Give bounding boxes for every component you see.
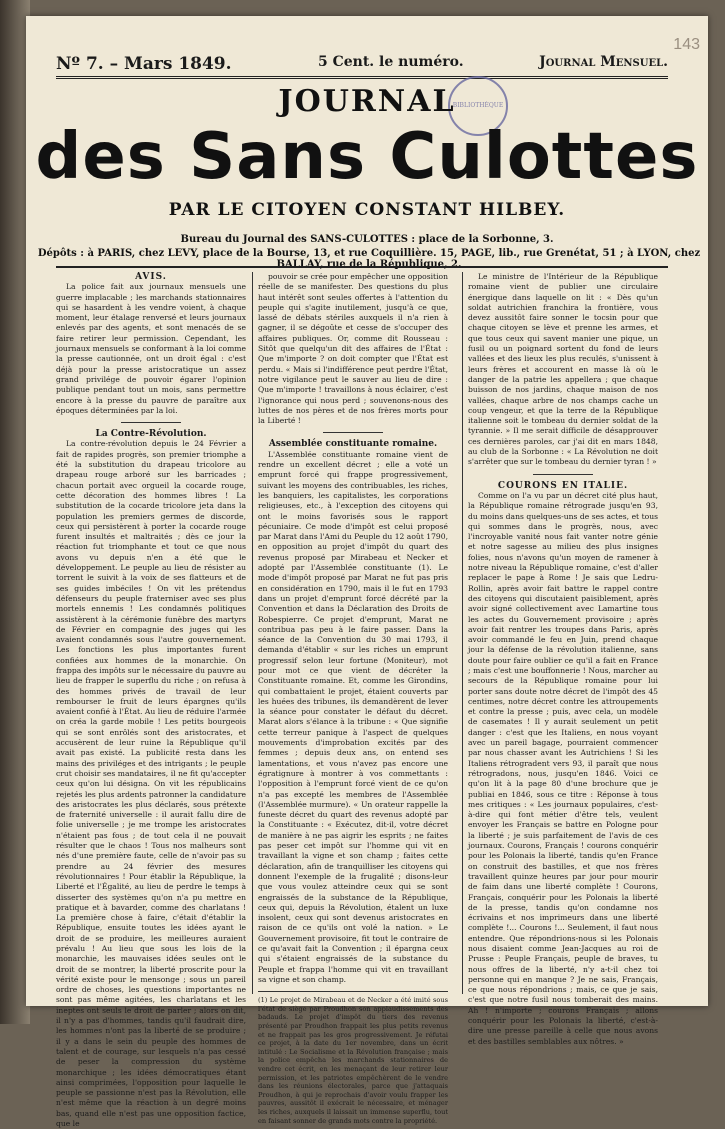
avis-text: La police fait aux journaux mensuels une guerre implacable ; les marchands stationnaires qui se hasardent à les vendre voient, à chaque moment, leur étalage renversé et leurs journaux enlevés par des agents, et sont menacés de se faire retirer leur permission. Cependant, les journaux mensuels se conformant à la loi comme la presse cautionnée, ont un droit égal : c'est déjà pour la presse aristocratique un assez grand privilége de pouvoir égarer l'opinion publique pendant tout un mois, sans permettre encore à la presse du pauvre de paraître aux époques déterminées par la loi. bbox=[56, 282, 246, 415]
header-bar bbox=[56, 54, 668, 79]
column-3 bbox=[468, 272, 658, 1047]
italie-text: Comme on l'a vu par un décret cité plus haut, la République romaine rétrograde jusqu'en 93, du moins dans quelques-uns de ses actes, et tous qui sommes dans le progrès, nous, avec l'incroyable vanité nous fait vanter notre génie et notre sagesse au milieu des plus insignes folies, nous n'avons qu'un moyen de ramener à notre niveau la République romaine, c'est d'aller replacer le pape à Rome ! Je sais que Ledru-Rollin, après avoir fait battre le rappel contre des citoyens qui discutaient paisiblement, après avoir signé collectivement avec Lamartine tous les actes du Gouvernement provisoire ; après avoir fait rentrer les troupes dans Paris, après avoir commandé le feu en Juin, prend chaque jour la défense de la révolution italienne, sans doute pour faire oublier ce qu'il a fait en France ; mais c'est une bouffonnerie ! Nous, marcher au secours de la République romaine pour lui porter sans doute notre décret de l'impôt des 45 centimes, notre décret contre les attroupements et contre la presse ; puis, avec cela, un modèle de casemates ! Il y aurait seulement un petit danger : c'est que les Italiens, en nous voyant avec un pareil bagage, pourraient commencer par nous chasser avant les Autrichiens ! Si les Italiens rétrogradent vers 93, il paraît que nous rétrogradons, nous, jusqu'en 1846. Voici ce qu'on lit à la page 80 d'une brochure que je publiai en 1846, sous ce titre : Réponse à tous mes critiques : « Les journaux populaires, c'est-à-dire qui font métier d'être tels, veulent envoyer les Français se battre en Pologne pour la liberté ; je suis parfaitement de l'avis de ces journaux. Courons, Français ! courons conquérir pour les Polonais la liberté, tandis qu'en France on construit des bastilles, et que nos frères travaillent quinze heures par jour pour mourir de faim dans une liberté complète ! Courons, Français, conquérir pour les Polonais la liberté de la presse, tandis qu'on condamne nos écrivains et nos imprimeurs dans une liberté complète !... Courons !... Seulement, il faut nous entendre. Que répondrions-nous si les Polonais nous disaient comme Jean-Jacques au roi de Prusse : Peuple Français, peuple de braves, tu nous offres de la liberté, n'y a-t-il chez toi personne qui en manque ? Je ne sais, Français, ce que nous répondrions ; mais, ce que je sais, c'est que notre fusil nous tomberait des mains. Ah ! n'importe ; courons Français ; allons conquérir pour les Polonais la liberté, c'est-à-dire une presse pareille à celle que nous avons et des bastilles semblables aux nôtres. » bbox=[468, 490, 658, 1046]
issue-price: 5 Cent. le numéro. bbox=[318, 54, 464, 70]
contre-revolution-text: La contre-révolution depuis le 24 Février a fait de rapides progrès, son premier triomphe a été la substitution du drapeau tricolore au drapeau rouge arboré sur les barricades ; chacun portait avec orgueil la cocarde rouge, cette décoration des hommes libres ! La substitution de la cocarde tricolore jeta dans la population les premiers germes de discorde, ceux qui persistèrent à porter la cocarde rouge furent insultés et maltraités ; dès ce jour la réaction fut triomphante et tout ce que nous avons vu depuis n'en a été que le développement. Le peuple au lieu de résister au torrent le suivit à la voix de ses flatteurs et de ses guides imbéciles ! On vit les prétendus défenseurs du peuple fraterniser avec ses plus mortels ennemis ! Les condamnés politiques assistèrent à la cérémonie funèbre des martyrs de Février en compagnie des juges qui les avaient condamnés sous l'autre gouvernement. Les fonctions les plus importantes furent confiées aux hommes de la monarchie. On frappa des impôts sur le nécessaire du pauvre au lieu de frapper le superflu du riche ; on refusa à des hommes privés de travail de leur rembourser le fruit de leurs épargnes qu'ils avaient confié à l'État. Au lieu de réduire l'armée on créa la garde mobile ! Les petits bourgeois qui se sont enrôlés sont des aristocrates, et accusèrent de leur ruine la République qu'il avait pas existé. La publicité resta dans les mains des priviléges et des intrigants ; le peuple crut choisir ses mandataires, il ne fit qu'accepter ceux qu'on lui désigna. On vit les républicains rejetés les plus ardents patronner la candidature des aristocrates les plus déclarés, sous prétexte de fraternité universelle : il aurait fallu dire de folie universelle ; je me trompe les aristocrates n'étaient pas fous ; de tout cela il ne pouvait résulter que le chaos ! Tous nos malheurs sont nés d'une première faute, celle de n'avoir pas su prendre au 24 février des mesures révolutionnaires ! Pour établir la République, la Liberté et l'Égalité, au lieu de perdre le temps à disserter des systèmes qu'on n'a pu mettre en pratique et à bavarder, comme des charlatans ! La première chose à faire, c'était d'établir la République, ensuite toutes les idées ayant le droit de se produire, les meilleures auraient prévalu ! Au lieu que sous les lois de la monarchie, les mauvaises idées seules ont le droit de se montrer, la liberté proscrite pour la vérité existe pour le mensonge ; sous un pareil ordre de choses, les questions importantes ne sont pas même agitées, les charlatans et les ineptes ont seuls le droit de parler ; alors on dit, il n'y a pas d'hommes, tandis qu'il faudrait dire, les hommes n'ont pas la liberté de se produire ; il y a dans le sein du peuple des hommes de talent et de courage, sur lesquels n'a pas cessé de peser la compression du système monarchique ; les idées démocratiques étant ainsi comprimées, l'opposition pour laquelle le peuple se passionne n'est pas la Révolution, elle n'est même que la réaction à un degré moins bas, quand elle n'est pas une opposition factice, que le bbox=[56, 439, 246, 1129]
bureau-address: Bureau du Journal des SANS-CULOTTES : place de la Sorbonne, 3. bbox=[180, 234, 554, 245]
masthead-journal: JOURNAL bbox=[278, 84, 456, 119]
page-number: 143 bbox=[673, 36, 700, 53]
masthead-title: des Sans Culottes bbox=[35, 120, 699, 194]
assemblee-text: L'Assemblée constituante romaine vient de rendre un excellent décret ; elle a voté un emprunt forcé qui frappe progressivement, suivant les moyens des contribuables, les riches, les banquiers, les capitalistes, les corporations religieuses, etc., à l'exception des citoyens qui ont le moins favorisés sous le rapport pécuniaire. Ce mode d'impôt est celui proposé par Marat dans l'Ami du Peuple du 12 août 1790, en opposition au projet d'impôt du quart des revenus proposé par Mirabeau et Necker et adopté par l'Assemblée constituante (1). Le mode d'impôt proposé par Marat ne fut pas pris en considération en 1790, mais il le fut en 1793 dans un projet d'emprunt forcé décrété par la Convention et dans la Déclaration des Droits de Robespierre. Ce projet d'emprunt, Marat ne contribua pas peu à le faire passer. Dans la séance de la Convention du 30 mai 1793, il demanda d'établir « sur les riches un emprunt progressif selon leur fortune (Moniteur), mot pour mot ce que vient de décréter la Constituante romaine. Et, comme les Girondins, qui combattaient le projet, étaient couverts par les huées des tribunes, ils demandèrent de lever la séance pour constater le défaut du décret. Marat alors s'élance à la tribune : « Que signifie cette terreur panique à l'aspect de quelques mouvements d'improbation excités par des femmes ; depuis deux ans, on entend ses lamentations, et vous n'avez pas encore une égratignure à montrer à vos commettants : l'opposition à l'emprunt forcé vient de ce qu'on n'a pas excepté les membres de l'Assemblée (l'Assemblée murmure). « Un orateur rappelle la funeste décret du quart des revenus adopté par la Constituante : « Exécutez, dit-il, votre décret de manière à ne pas aigrir les esprits ; ne faites pas peser cet impôt sur l'homme qui vit en travaillant la vigne et son champ ; faites cette déclaration, afin de tranquilliser les citoyens qui donnent l'exemple de la frugalité ; disons-leur que vous voulez atteindre ceux qui se sont engraissés de la substance de la République, ceux qui, depuis la Révolution, étalent un luxe insolent, ceux qui sont devenus aristocrates en raison de ce qu'ils ont volé la nation. » Le Gouvernement provisoire, fit tout le contraire de ce qu'avait fait la Convention ; il épargna ceux qui s'étaient engraissés de la substance du Peuple et frappa l'homme qui vit en travaillant sa vigne et son champ. bbox=[258, 449, 448, 984]
footnote: (1) Le projet de Mirabeau et de Necker a été imité sous l'état de siège par Proudhon son applaudissements des badauds. Le projet d'impôt du tiers des revenus présenté par Proudhon frappait les plus petits revenus et ne frappait pas les gros progressivement. Je réfutai ce projet, à la date du 1er novembre, dans un écrit intitulé : Le Socialisme et la Révolution française ; mais la police empêcha les marchands stationnaires de vendre cet écrit, en les menaçant de leur retirer leur permission, et les patriotes empêchèrent de le vendre dans les réunions électorales, parce que j'attaquais Proudhon, à qui je reprochais d'avoir voulu frapper les pauvres, aussitôt il exécrait le nécessaire, et ménager les riches, auxquels il laissait un immense superflu, tout en faisant sonner de grands mots contre la propriété. bbox=[258, 991, 448, 1125]
section-rule bbox=[121, 422, 181, 423]
italie-heading: COURONS EN ITALIE. bbox=[497, 480, 629, 491]
column-2 bbox=[258, 272, 448, 1125]
masthead-rule bbox=[56, 266, 668, 268]
section-rule bbox=[323, 432, 383, 433]
avis-heading: AVIS. bbox=[135, 272, 167, 282]
col2-intro-text: pouvoir se crée pour empêcher une opposition réelle de se manifester. Des questions du plus haut intérêt sont seules offertes à l'attention du peuple qui s'agite inutilement, jusqu'à ce que, lassé de débats stériles auxquels il n'a rien à gagner, il se dégoûte et cesse de s'occuper des affaires publiques. Or, comme dit Rousseau : Sitôt que quelqu'un dit des affaires de l'État : Que m'importe ? on doit compter que l'État est perdu. « Mais si l'indifférence peut perdre l'État, notre vigilance peut le sauver au lieu de dire : Que m'importe ! travaillons à nous éclairer, c'est l'ignorance qui nous perd ; souvenons-nous des luttes de nos pères et de nos frères morts pour la Liberté ! bbox=[258, 272, 448, 426]
column-1 bbox=[56, 272, 246, 1129]
depots-line: Dépôts : à PARIS, chez LEVY, place de la Bourse, 13, et rue Coquillière. 15, PAGE, lib., rue Grenétat, 51 ; à LYON, chez BALLAY, rue de la République, 2. bbox=[37, 248, 701, 270]
col3-intro-text: Le ministre de l'Intérieur de la République romaine vient de publier une circulaire énergique dans laquelle on lit : « Dès qu'un soldat autrichien franchira la frontière, vous devez aussitôt faire sonner le tocsin pour que chaque citoyen se lève et prenne les armes, et que tous ceux qui savent manier une pique, un fusil ou un poignard sortent du fond de leurs vallées et des lieux les plus reculés, s'unissent à leurs frères et accourent en masse là où le danger de la patrie les appellera ; que chaque buisson de nos jardins, chaque maison de nos vallées, chaque arbre de nos champs cache un coup vengeur, et que la terre de la République italienne soit le tombeau du dernier soldat de la tyrannie. » Il me serait difficile de désapprouver ces dernières paroles, car j'ai dit en mars 1848, au club de la Sorbonne : « La Révolution ne doit s'arrêter que sur le tombeau du dernier tyran ! » bbox=[468, 272, 658, 467]
newspaper-page bbox=[26, 16, 708, 1129]
assemblee-heading: Assemblée constituante romaine. bbox=[268, 439, 438, 450]
masthead-byline: PAR LE CITOYEN CONSTANT HILBEY. bbox=[168, 200, 566, 220]
column-divider bbox=[252, 272, 253, 994]
issue-number: Nº 7. – Mars 1849. bbox=[56, 54, 232, 74]
library-stamp: BIBLIOTHÈQUE bbox=[448, 76, 508, 136]
section-rule bbox=[533, 474, 593, 475]
periodicity: Journal Mensuel. bbox=[539, 54, 668, 70]
contre-revolution-heading: La Contre-Révolution. bbox=[95, 429, 207, 440]
column-divider bbox=[462, 272, 463, 994]
